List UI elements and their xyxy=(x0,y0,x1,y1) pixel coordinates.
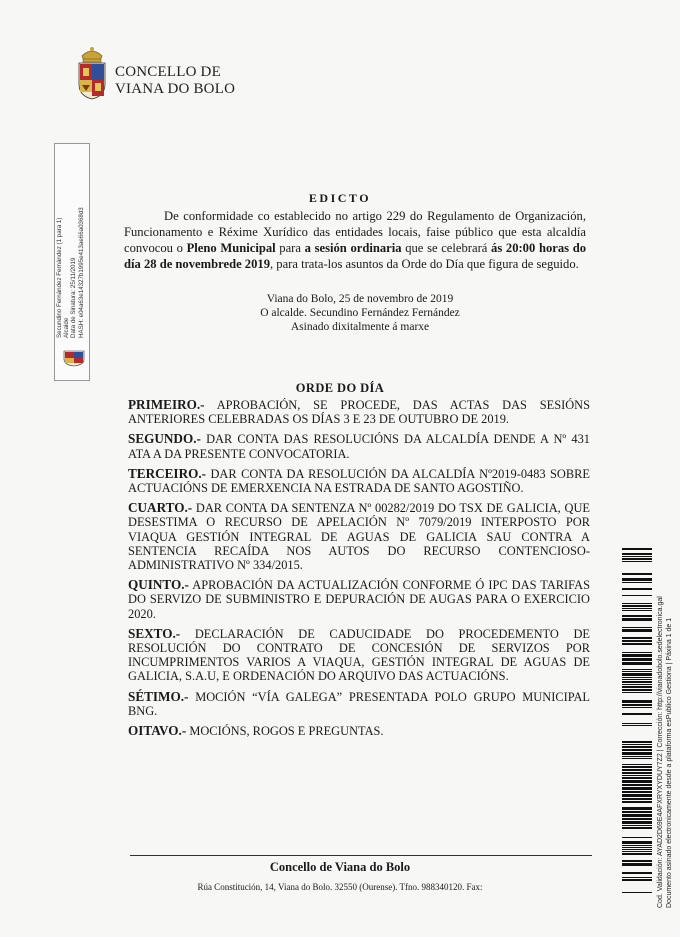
barcode-bar xyxy=(622,662,652,665)
barcode-bar xyxy=(622,618,652,621)
intro-part1: De conformidade co establecido no artigo 229 do Regulamento de Organización, Funcionamento e Réxime Xurídico das entidades locais, faise público que esta alcaldía convocou o xyxy=(124,209,586,255)
validation-text xyxy=(656,548,674,908)
barcode-bar xyxy=(622,851,652,852)
barcode-bar xyxy=(622,794,652,797)
barcode-bar xyxy=(622,627,652,628)
barcode xyxy=(622,548,658,894)
signature-signer: Secundino Fernández Fernández (1 para 1) xyxy=(56,217,63,338)
agenda-item xyxy=(128,724,590,738)
agenda-item-head: CUARTO.- xyxy=(128,500,193,516)
intro-part2: para xyxy=(275,241,305,255)
agenda-item-head: PRIMEIRO.- xyxy=(128,397,205,412)
barcode-bar xyxy=(622,605,652,607)
barcode-bar xyxy=(622,769,652,771)
barcode-bar xyxy=(622,595,652,596)
barcode-bar xyxy=(622,654,652,657)
intro-bold1: Pleno Municipal xyxy=(186,241,276,255)
intro-part3: que se celebrará xyxy=(401,241,492,255)
agenda-item-text: MOCIÓNS, ROGOS E PREGUNTAS. xyxy=(189,724,384,739)
agenda-item xyxy=(128,501,590,572)
barcode-bar xyxy=(622,741,652,743)
barcode-bar xyxy=(622,608,652,609)
barcode-bar xyxy=(622,548,652,550)
agenda-item-head: OITAVO.- xyxy=(128,723,187,739)
barcode-bar xyxy=(622,671,652,672)
barcode-bar xyxy=(622,629,652,632)
barcode-bar xyxy=(622,700,652,703)
barcode-bar xyxy=(622,787,652,790)
agenda-item-text: DAR CONTA DA SENTENZA Nº 00282/2019 DO TSX DE GALICIA, QUE DESESTIMA O RECURSO DE APELACIÓN Nº 7079/2019 INTERPOSTO POR VIAQUA GESTIÓN INTEGRAL DE AGUAS DE GALICIA SAU CONTRA A SENTENCIA RECAÍDA NOS AUTOS DO RECURSO CONTENCIOSO-ADMINISTRATIVO Nº 334/2015. xyxy=(128,501,590,573)
barcode-bar xyxy=(622,725,652,726)
barcode-bar xyxy=(622,686,652,688)
place-date: Viana do Bolo, 25 de novembro de 2019 xyxy=(266,293,454,305)
coat-of-arms-icon xyxy=(76,44,108,100)
barcode-bar xyxy=(622,798,652,800)
barcode-bar xyxy=(622,791,652,793)
agenda-item xyxy=(128,578,590,621)
barcode-bar xyxy=(622,814,652,817)
agenda-item xyxy=(128,467,590,495)
barcode-bar xyxy=(622,677,652,678)
agenda-item xyxy=(128,398,590,426)
barcode-bar xyxy=(622,827,652,829)
barcode-bar xyxy=(622,704,652,706)
signed-note: Asinado dixitalmente á marxe xyxy=(290,321,430,333)
footer-address: Rúa Constitución, 14, Viana do Bolo. 32550 (Ourense). Tfno. 988340120. Fax: xyxy=(197,882,483,892)
organization-name-line2: VIANA DO BOLO xyxy=(115,81,236,97)
organization-name xyxy=(115,64,235,98)
barcode-bar xyxy=(622,679,652,680)
barcode-bar xyxy=(622,749,652,751)
barcode-bar xyxy=(622,780,652,783)
barcode-bar xyxy=(622,692,652,693)
barcode-bar xyxy=(622,615,652,617)
document-title: EDICTO xyxy=(308,191,372,205)
barcode-bar xyxy=(622,892,652,893)
barcode-bar xyxy=(622,558,652,560)
signature-date: Data de Sinatura: 25/11/2019 xyxy=(70,257,78,338)
barcode-bar xyxy=(622,801,652,803)
validation-line1: Cod. Validación: AYAD2D69E4AFXRYXYDUY7Z2 | Corrección: http://vianadobolo.sedelectronica.gal xyxy=(657,596,664,908)
barcode-bar xyxy=(622,752,652,755)
barcode-bar xyxy=(622,837,652,838)
barcode-bar xyxy=(622,707,652,708)
barcode-bar xyxy=(622,807,652,810)
barcode-bar xyxy=(622,853,652,855)
barcode-bar xyxy=(622,582,652,583)
barcode-bar xyxy=(622,669,652,670)
barcode-bar xyxy=(622,849,652,850)
barcode-bar xyxy=(622,756,652,757)
barcode-bar xyxy=(622,879,652,881)
intro-paragraph xyxy=(124,208,586,272)
agenda-item xyxy=(128,690,590,718)
barcode-bar xyxy=(622,811,652,813)
barcode-bar xyxy=(622,640,652,642)
signature-block xyxy=(230,292,490,334)
barcode-bar xyxy=(622,553,652,555)
agenda-item xyxy=(128,432,590,460)
agenda-item-text: DECLARACIÓN DE CADUCIDADE DO PROCEDEMENTO DE RESOLUCIÓN DO CONTRATO DE CONCESIÓN DE SERVIZOS POR INCUMPRIMENTOS VARIOS A VIAQUA, GESTIÓN INTEGRAL DE AGUAS DE GALICIA, S.A.U, E ORDENACIÓN DO ARQUIVO DAS ACTUACIÓNS. xyxy=(128,626,590,684)
agenda-item xyxy=(128,627,590,684)
signature-crest-icon xyxy=(62,349,86,367)
barcode-bar xyxy=(622,673,652,676)
barcode-bar xyxy=(622,758,652,759)
organization-name-line1: CONCELLO DE xyxy=(115,64,221,80)
validation-line2: Documento asinado electronicamente desde a plataforma esPublico Gestiona | Páxina 1 de 1 xyxy=(666,617,673,908)
barcode-bar xyxy=(622,723,652,724)
barcode-bar xyxy=(622,689,652,691)
barcode-bar xyxy=(622,603,652,604)
signature-role: Alcalde xyxy=(63,317,71,338)
mayor-name: O alcalde. Secundino Fernández Fernández xyxy=(260,307,460,319)
barcode-bar xyxy=(622,775,652,776)
barcode-bar xyxy=(622,784,652,786)
barcode-bar xyxy=(622,681,652,683)
footer-organization: Concello de Viana do Bolo xyxy=(269,860,411,874)
barcode-bar xyxy=(622,877,652,878)
agenda-item-head: SEXTO.- xyxy=(128,625,181,641)
intro-part4: , para trata-los asuntos da Orde do Día que figura de seguido. xyxy=(270,257,579,271)
barcode-bar xyxy=(622,556,652,557)
barcode-bar xyxy=(622,610,652,611)
barcode-bar xyxy=(622,652,652,653)
barcode-bar xyxy=(622,821,652,824)
barcode-bar xyxy=(622,764,652,765)
agenda-item-head: TERCEIRO.- xyxy=(128,465,207,481)
barcode-bar xyxy=(622,578,652,581)
barcode-bar xyxy=(622,658,652,661)
agenda-list xyxy=(128,398,590,744)
barcode-bar xyxy=(622,766,652,768)
barcode-bar xyxy=(622,847,652,848)
barcode-bar xyxy=(622,777,652,779)
agenda-item-text: MOCIÓN “VÍA GALEGA” PRESENTADA POLO GRUPO MUNICIPAL BNG. xyxy=(128,689,590,718)
barcode-bar xyxy=(622,643,652,645)
intro-bold3: ás 20:00 horas do día 28 de novembrede 2019 xyxy=(124,241,586,271)
barcode-bar xyxy=(622,684,652,685)
agenda-title: ORDE DO DÍA xyxy=(295,381,385,395)
barcode-bar xyxy=(622,746,652,748)
agenda-item-head: SÉTIMO.- xyxy=(128,688,189,704)
barcode-bar xyxy=(622,825,652,826)
barcode-bar xyxy=(622,588,652,590)
barcode-bar xyxy=(622,818,652,820)
agenda-item-text: APROBACIÓN DA ACTUALIZACIÓN CONFORME Ó IPC DAS TARIFAS DO SERVIZO DE SUBMINISTRO E DEPURACIÓN DE AUGAS PARA O EXERCICIO 2020. xyxy=(128,578,590,621)
barcode-bar xyxy=(622,637,652,639)
barcode-bar xyxy=(622,561,652,562)
barcode-bar xyxy=(622,845,652,846)
agenda-item-text: DAR CONTA DAS RESOLUCIÓNS DA ALCALDÍA DENDE A Nº 431 ATA A DA PRESENTE CONVOCATORIA. xyxy=(128,432,590,461)
barcode-bar xyxy=(622,713,652,715)
agenda-item-text: APROBACIÓN, SE PROCEDE, DAS ACTAS DAS SESIÓNS ANTERIORES CELEBRADAS OS DÍAS 3 E 23 DE OUTUBRO DE 2019. xyxy=(128,398,591,427)
agenda-item-text: DAR CONTA DA RESOLUCIÓN DA ALCALDÍA Nº2019-0483 SOBRE ACTUACIÓNS DE EMERXENCIA NA ESTRADA DE SANTO AGOSTIÑO. xyxy=(128,466,590,496)
footer-divider xyxy=(130,855,592,856)
agenda-item-head: SEGUNDO.- xyxy=(128,431,201,447)
barcode-bar xyxy=(622,772,652,774)
agenda-item-head: QUINTO.- xyxy=(128,577,189,593)
intro-bold2: a sesión ordinaria xyxy=(304,241,402,255)
barcode-bar xyxy=(622,573,652,575)
barcode-bar xyxy=(622,744,652,745)
digital-signature-text xyxy=(56,158,85,338)
barcode-bar xyxy=(622,841,652,844)
signature-hash: HASH: e04a63e14327b1995e413ae66a0368d3 xyxy=(77,207,85,338)
